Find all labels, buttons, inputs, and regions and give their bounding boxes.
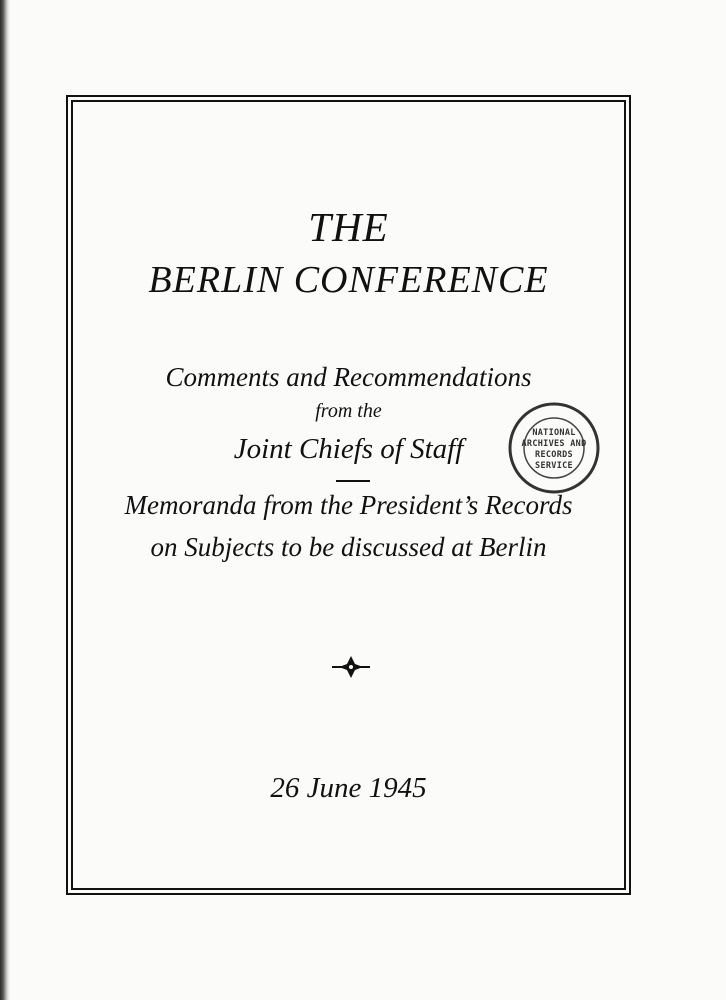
subtitle-line-4: Memoranda from the President’s Records [124, 490, 573, 520]
date-text: 26 June 1945 [270, 772, 427, 804]
page-binding-edge [0, 0, 10, 1000]
subtitle-line-2: from the [315, 400, 382, 422]
subtitle-line-1: Comments and Recommendations [165, 362, 532, 392]
title-line-1: THE [308, 204, 389, 250]
subtitle-line-5: on Subjects to be discussed at Berlin [150, 532, 547, 562]
section-divider [336, 480, 370, 482]
stamp-line-3: RECORDS [535, 450, 573, 460]
fleuron-ornament-icon [332, 655, 370, 679]
stamp-line-1: NATIONAL [532, 428, 576, 438]
stamp-line-4: SERVICE [535, 461, 573, 471]
stamp-line-2: ARCHIVES AND [521, 439, 587, 449]
subtitle-line-3: Joint Chiefs of Staff [233, 433, 464, 465]
title-line-2: BERLIN CONFERENCE [148, 259, 549, 301]
archive-stamp-icon [506, 400, 602, 496]
